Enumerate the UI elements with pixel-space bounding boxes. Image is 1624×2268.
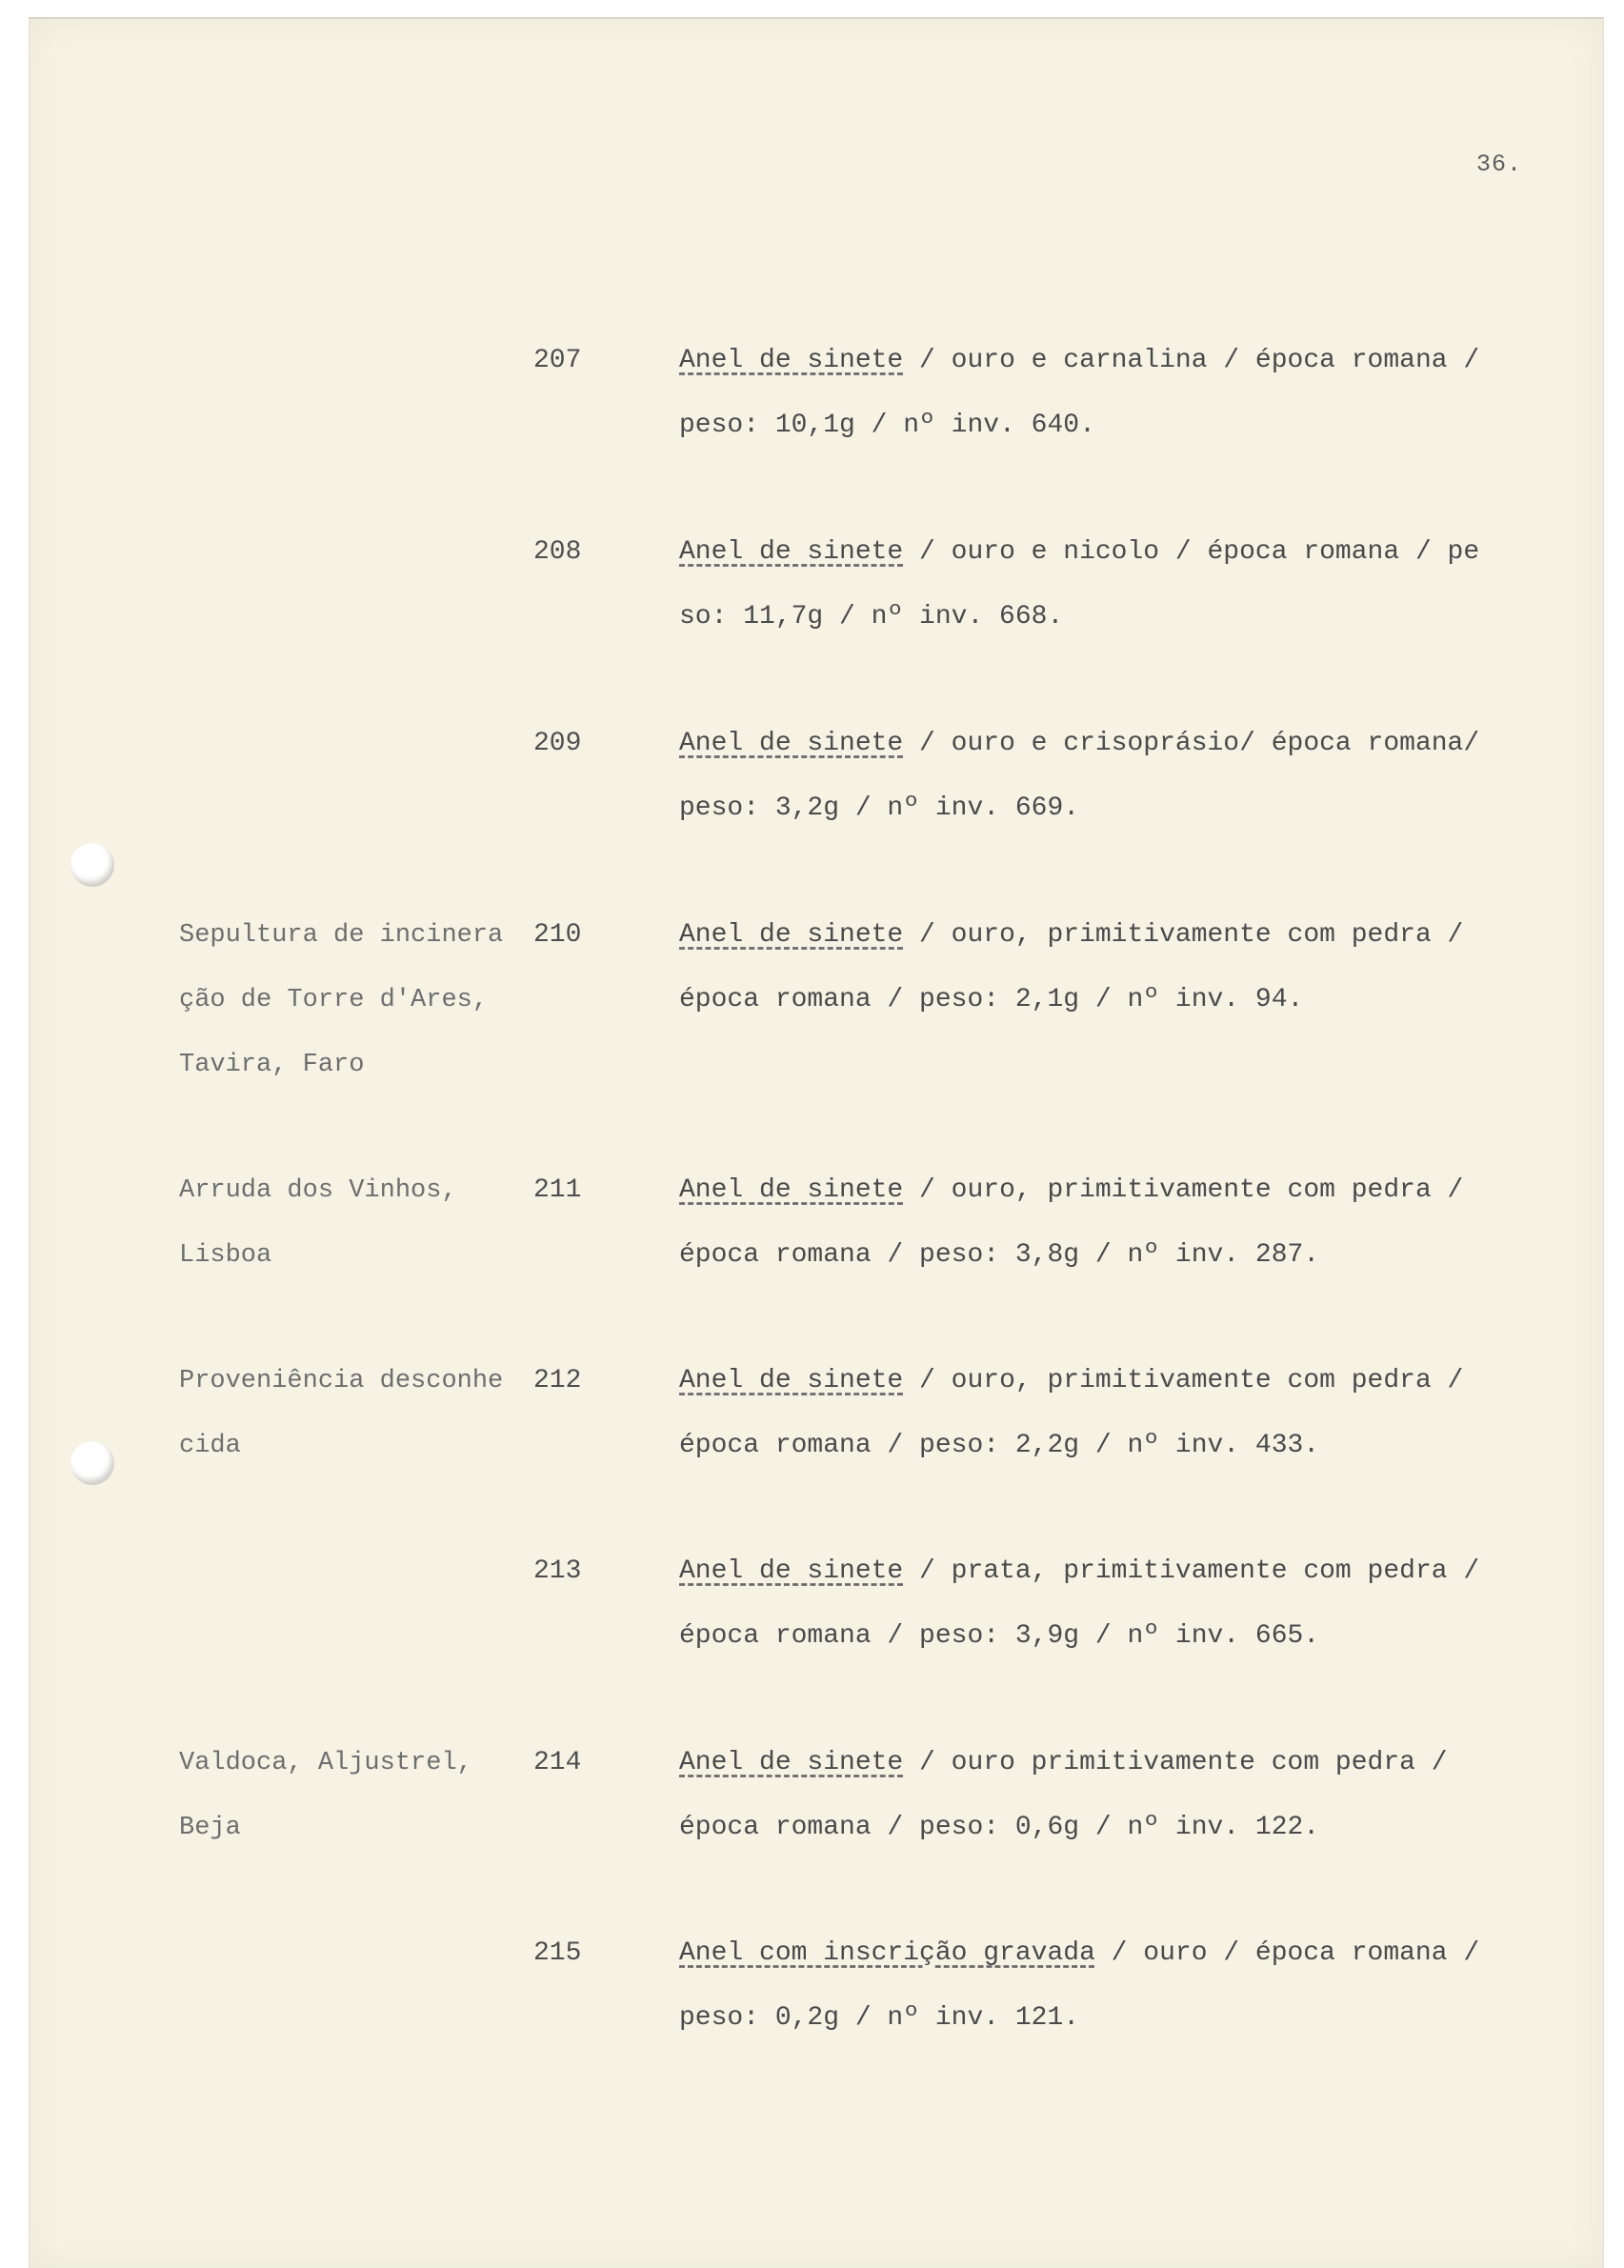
description-details: / ouro, primitivamente com pedra /	[903, 920, 1464, 950]
entry-number: 210	[533, 920, 582, 950]
entry-number: 207	[533, 346, 582, 375]
entry-title: Anel com inscrição gravada	[679, 1938, 1095, 1968]
description-line-1	[679, 1921, 1536, 1986]
entry-description	[679, 329, 1536, 458]
entry-number: 211	[533, 1175, 582, 1205]
description-line-1	[679, 1731, 1536, 1796]
entry-title: Anel de sinete	[679, 1556, 904, 1586]
entry-title: Anel de sinete	[679, 1175, 904, 1205]
entry-title: Anel de sinete	[679, 346, 904, 375]
entry-provenance: Proveniência desconhe cida	[179, 1367, 504, 1460]
entry-number: 212	[533, 1366, 582, 1395]
description-line-1	[679, 1539, 1536, 1604]
entry-number: 209	[533, 729, 582, 758]
entry-description	[679, 1731, 1536, 1860]
entry-title: Anel de sinete	[679, 537, 904, 567]
description-line-2: so: 11,7g / nº inv. 668.	[679, 602, 1064, 632]
punch-hole	[70, 843, 114, 887]
entry-title: Anel de sinete	[679, 1366, 904, 1395]
description-line-2: época romana / peso: 3,9g / nº inv. 665.	[679, 1621, 1320, 1651]
description-details: / prata, primitivamente com pedra /	[903, 1556, 1480, 1586]
description-line-1	[679, 712, 1536, 776]
description-line-1	[679, 329, 1536, 393]
description-details: / ouro / época romana /	[1094, 1938, 1480, 1968]
entry-description	[679, 903, 1536, 1033]
description-line-1	[679, 903, 1536, 968]
entry-number: 215	[533, 1938, 582, 1968]
description-line-1	[679, 1349, 1536, 1414]
entry-number: 208	[533, 537, 582, 567]
entry-description	[679, 712, 1536, 841]
description-line-1	[679, 1158, 1536, 1223]
description-details: / ouro, primitivamente com pedra /	[903, 1175, 1464, 1205]
description-line-2: peso: 10,1g / nº inv. 640.	[679, 411, 1095, 440]
description-line-2: peso: 3,2g / nº inv. 669.	[679, 793, 1080, 823]
entry-description	[679, 1921, 1536, 2051]
description-line-2: época romana / peso: 2,2g / nº inv. 433.	[679, 1431, 1320, 1460]
entry-number: 214	[533, 1748, 582, 1777]
entry-description	[679, 1158, 1536, 1288]
entry-title: Anel de sinete	[679, 729, 904, 758]
description-details: / ouro e carnalina / época romana /	[903, 346, 1480, 375]
punch-hole	[70, 1441, 114, 1485]
entry-provenance: Arruda dos Vinhos, Lisboa	[179, 1176, 457, 1270]
description-details: / ouro e crisoprásio/ época romana/	[903, 729, 1480, 758]
description-line-2: peso: 0,2g / nº inv. 121.	[679, 2003, 1080, 2033]
description-details: / ouro e nicolo / época romana / pe	[903, 537, 1480, 567]
entry-number: 213	[533, 1556, 582, 1586]
description-line-2: época romana / peso: 3,8g / nº inv. 287.	[679, 1240, 1320, 1270]
description-details: / ouro, primitivamente com pedra /	[903, 1366, 1464, 1395]
entry-title: Anel de sinete	[679, 920, 904, 950]
entry-description	[679, 1539, 1536, 1669]
entry-provenance: Sepultura de incinera ção de Torre d'Ares, Tavira, Faro	[179, 921, 504, 1079]
entry-title: Anel de sinete	[679, 1748, 904, 1777]
description-line-1	[679, 520, 1536, 585]
entry-provenance: Valdoca, Aljustrel, Beja	[179, 1749, 472, 1842]
entry-description	[679, 520, 1536, 650]
description-line-2: época romana / peso: 0,6g / nº inv. 122.	[679, 1813, 1320, 1842]
description-details: / ouro primitivamente com pedra /	[903, 1748, 1448, 1777]
entry-description	[679, 1349, 1536, 1478]
description-line-2: época romana / peso: 2,1g / nº inv. 94.	[679, 985, 1304, 1014]
page-number: 36.	[1476, 151, 1523, 178]
